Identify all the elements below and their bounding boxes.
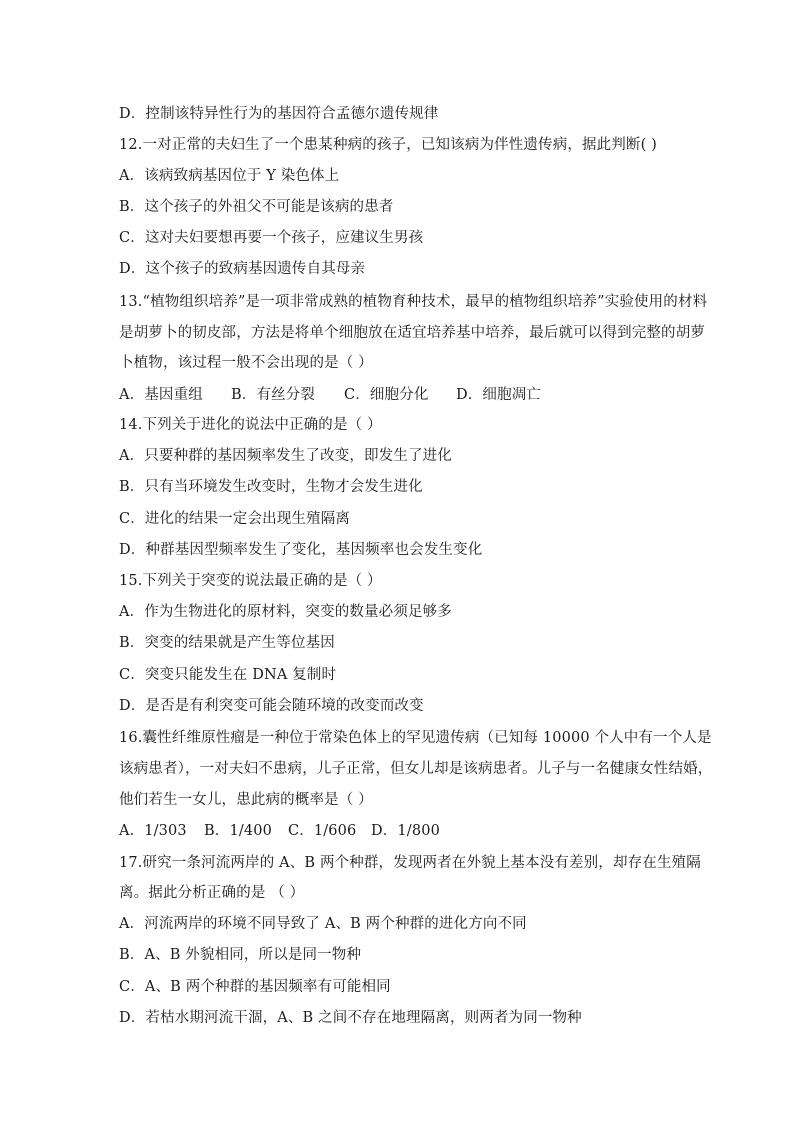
q14-option-b: B．只有当环境发生改变时，生物才会发生进化	[119, 479, 423, 495]
q16-stem-line1: 16.囊性纤维原性瘤是一种位于常染色体上的罕见遗传病（已知每 10000 个人中有一个人是	[119, 730, 712, 746]
q13-option-b: B．有丝分裂	[231, 387, 316, 403]
q16-option-a: A．1/303	[119, 823, 187, 839]
q15-option-d: D．是否是有利突变可能会随环境的改变而改变	[119, 698, 424, 714]
q17-stem-line1: 17.研究一条河流两岸的 A、B 两个种群，发现两者在外貌上基本没有差别，却存在生殖隔	[119, 855, 701, 871]
q14-stem: 14.下列关于进化的说法中正确的是（ ）	[119, 417, 382, 433]
q15-option-a: A．作为生物进化的原材料，突变的数量必须足够多	[119, 604, 452, 620]
q12-option-d: D．这个孩子的致病基因遗传自其母亲	[119, 261, 366, 277]
q16-stem-line3: 他们若生一女儿，患此病的概率是（ ）	[119, 792, 373, 808]
q17-option-c: C．A、B 两个种群的基因频率有可能相同	[119, 979, 391, 995]
q12-option-a: A．该病致病基因位于 Y 染色体上	[119, 168, 340, 184]
q13-option-c: C．细胞分化	[344, 387, 429, 403]
q12-stem: 12.一对正常的夫妇生了一个患某种病的孩子，已知该病为伴性遗传病，据此判断( )	[119, 137, 657, 153]
q16-options	[119, 821, 679, 841]
q17-option-a: A．河流两岸的环境不同导致了 A、B 两个种群的进化方向不同	[119, 916, 527, 932]
q12-option-b: B．这个孩子的外祖父不可能是该病的患者	[119, 199, 394, 215]
q17-option-d: D．若枯水期河流干涸，A、B 之间不存在地理隔离，则两者为同一物种	[119, 1010, 582, 1026]
q16-option-d: D．1/800	[371, 823, 440, 839]
q15-option-b: B．突变的结果就是产生等位基因	[119, 635, 335, 651]
q16-option-c: C．1/606	[288, 823, 357, 839]
q14-option-a: A．只要种群的基因频率发生了改变，即发生了进化	[119, 448, 452, 464]
q13-options	[119, 385, 679, 405]
q14-option-c: C．进化的结果一定会出现生殖隔离	[119, 511, 350, 527]
q15-stem: 15.下列关于突变的说法最正确的是（ ）	[119, 573, 382, 589]
q16-stem-line2: 该病患者），一对夫妇不患病，儿子正常，但女儿却是该病患者。儿子与一名健康女性结婚，	[119, 761, 713, 777]
q17-stem-line2: 离。据此分析正确的是 （ ）	[119, 885, 305, 901]
q13-option-a: A．基因重组	[119, 387, 203, 403]
q13-stem-line3: 卜植物，该过程一般不会出现的是（ ）	[119, 355, 373, 371]
q11-option-d: D．控制该特异性行为的基因符合孟德尔遗传规律	[119, 106, 439, 122]
q17-option-b: B．A、B 外貌相同，所以是同一物种	[119, 947, 362, 963]
q15-option-c: C．突变只能发生在 DNA 复制时	[119, 667, 337, 683]
q12-option-c: C．这对夫妇要想再要一个孩子，应建议生男孩	[119, 230, 424, 246]
q16-option-b: B．1/400	[204, 823, 272, 839]
q13-stem-line1: 13.“植物组织培养”是一项非常成熟的植物育种技术，最早的植物组织培养”实验使用的材料	[119, 294, 708, 310]
q13-option-d: D．细胞凋亡	[456, 387, 542, 403]
q14-option-d: D．种群基因型频率发生了变化，基因频率也会发生变化	[119, 542, 483, 558]
q13-stem-line2: 是胡萝卜的韧皮部，方法是将单个细胞放在适宜培养基中培养，最后就可以得到完整的胡萝	[119, 325, 705, 341]
